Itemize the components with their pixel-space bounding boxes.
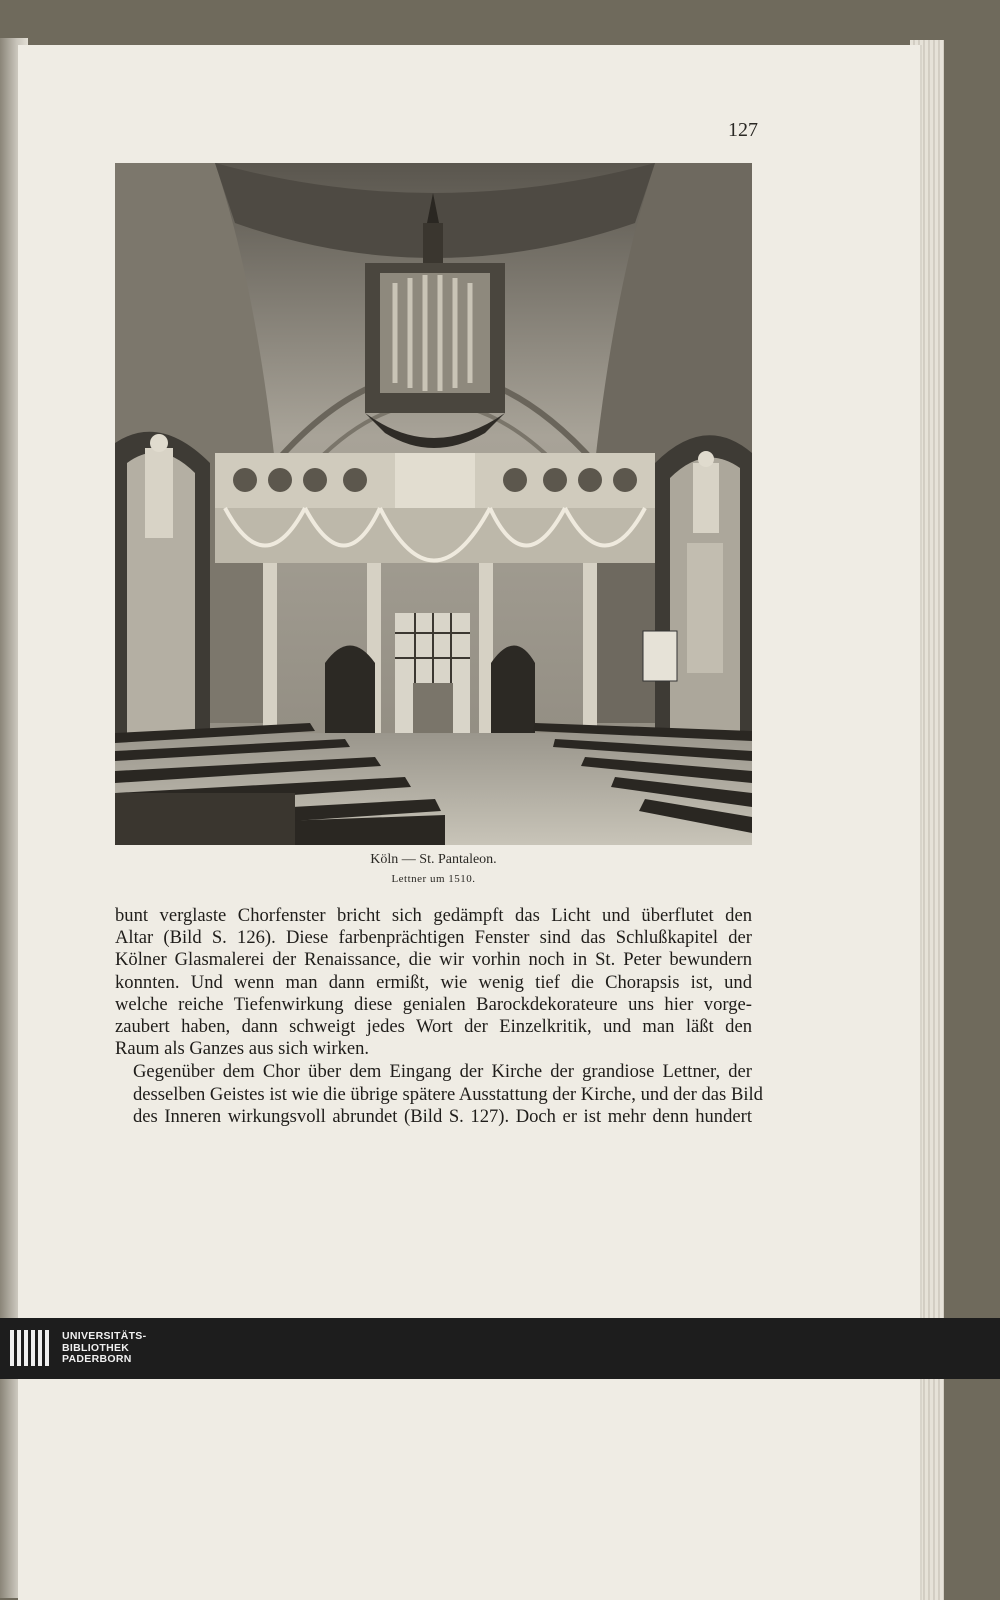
library-logo-line: BIBLIOTHEK xyxy=(62,1341,130,1354)
library-logo-icon xyxy=(10,1330,50,1366)
library-logo-line: UNIVERSITÄTS- xyxy=(62,1330,147,1342)
church-interior-photo xyxy=(115,163,752,845)
text-line: des Inneren wirkungsvoll abrundet (Bild S. 127). Doch er ist mehr denn hundert xyxy=(133,1105,752,1127)
scan-footer-band xyxy=(0,1318,1000,1379)
library-logo-text xyxy=(62,1331,146,1366)
text-line: Kölner Glasmalerei der Renaissance, die wir vorhin noch in St. Peter bewundern xyxy=(115,949,752,971)
text-line: konnten. Und wenn man dann ermißt, wie wenig tief die Chorapsis ist, und xyxy=(115,971,752,993)
paragraph-2 xyxy=(115,1061,763,1128)
page-number: 127 xyxy=(728,119,758,141)
text-line: bunt verglaste Chorfenster bricht sich gedämpft das Licht und überflutet den xyxy=(115,905,752,926)
figure-caption-title: Köln — St. Pantaleon. xyxy=(370,852,497,867)
library-logo-line: PADERBORN xyxy=(62,1353,132,1365)
text-line: Gegenüber dem Chor über dem Eingang der Kirche der grandiose Lettner, der xyxy=(133,1061,752,1083)
figure-caption-subtitle: Lettner um 1510. xyxy=(391,873,476,885)
body-text xyxy=(115,905,763,1128)
text-line: zaubert haben, dann schweigt jedes Wort der Einzelkritik, und man läßt den xyxy=(115,1016,752,1038)
paragraph-1 xyxy=(115,905,752,1060)
text-line: desselben Geistes ist wie die übrige spätere Ausstattung der Kirche, und der das Bild xyxy=(133,1083,763,1105)
text-line: Altar (Bild S. 126). Diese farbenprächtigen Fenster sind das Schlußkapitel der xyxy=(115,927,752,949)
text-line: welche reiche Tiefenwirkung diese genialen Barockdekorateure uns hier vorge- xyxy=(115,993,752,1015)
text-line: Raum als Ganzes aus sich wirken. xyxy=(115,1038,370,1060)
